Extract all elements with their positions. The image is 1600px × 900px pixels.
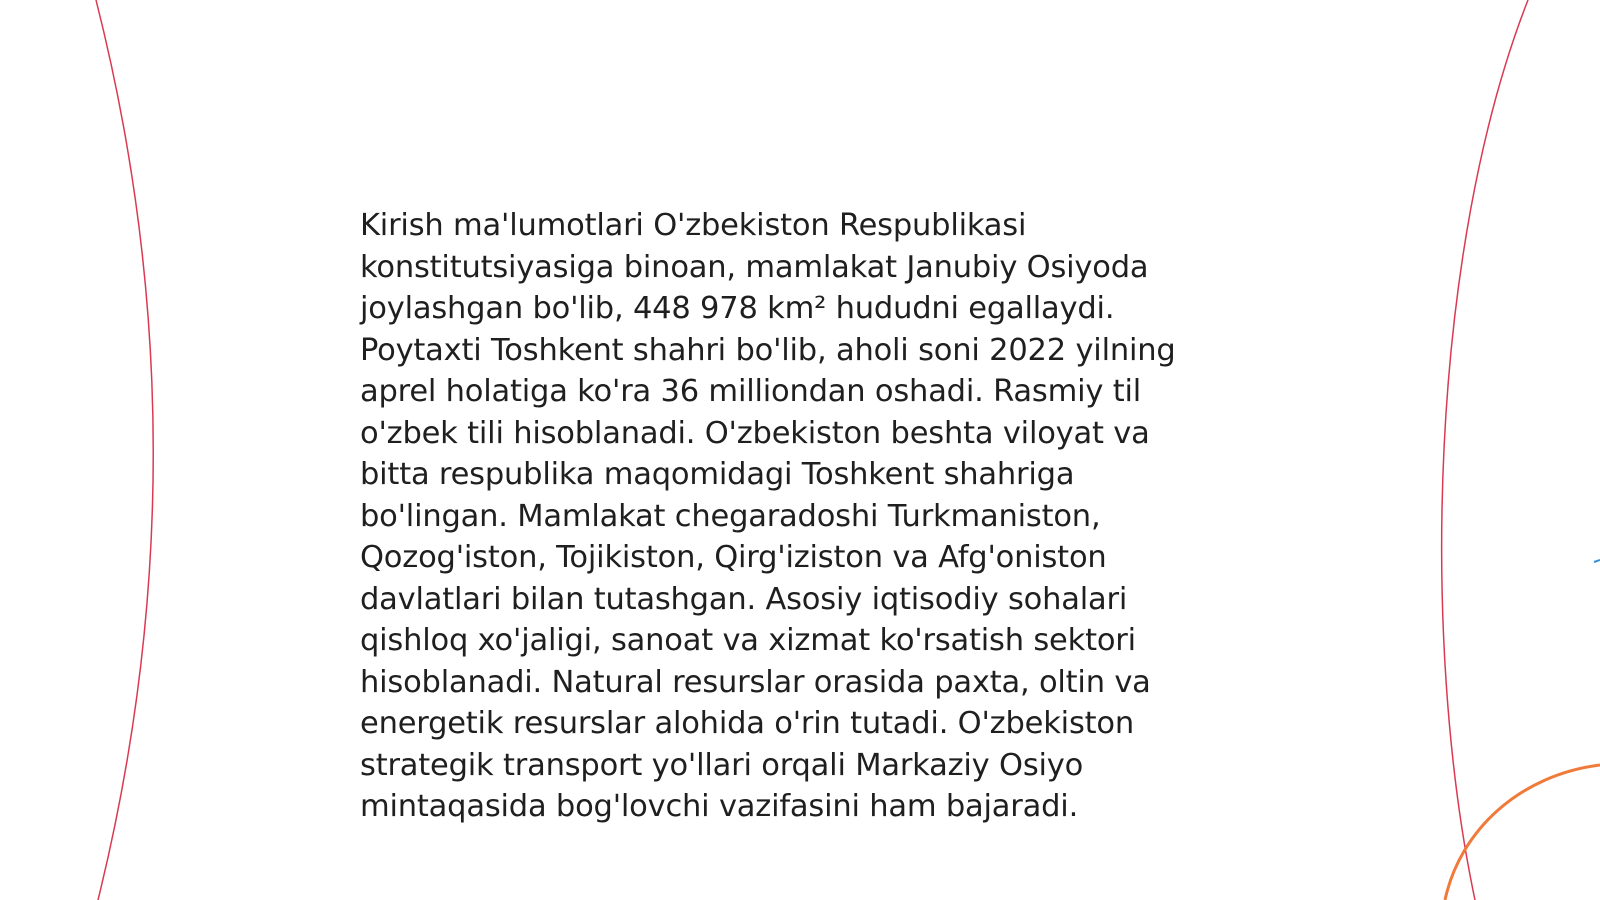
orange-arc [1445,765,1600,900]
right-curve-line [1442,0,1528,900]
blue-accent-mark [1594,560,1600,562]
body-paragraph: Kirish ma'lumotlari O'zbekiston Respublikasi konstitutsiyasiga binoan, mamlakat Janubiy Osiyoda joylashgan bo'lib, 448 978 km² hududni egallaydi. Poytaxti Toshkent shahri bo'lib, aholi soni 2022 yilning aprel holatiga ko'ra 36 milliondan oshadi. Rasmiy til o'zbek tili hisoblanadi. O'zbekiston beshta viloyat va bitta respublika maqomidagi Toshkent shahriga bo'lingan. Mamlakat chegaradoshi Turkmaniston, Qozog'iston, Tojikiston, Qirg'iziston va Afg'oniston davlatlari bilan tutashgan. Asosiy iqtisodiy sohalari qishloq xo'jaligi, sanoat va xizmat ko'rsatish sektori hisoblanadi. Natural resurslar orasida paxta, oltin va energetik resurslar alohida o'rin tutadi. O'zbekiston strategik transport yo'llari orqali Markaziy Osiyo mintaqasida bog'lovchi vazifasini ham bajaradi. [360,208,1176,824]
left-curve-line [96,0,153,900]
